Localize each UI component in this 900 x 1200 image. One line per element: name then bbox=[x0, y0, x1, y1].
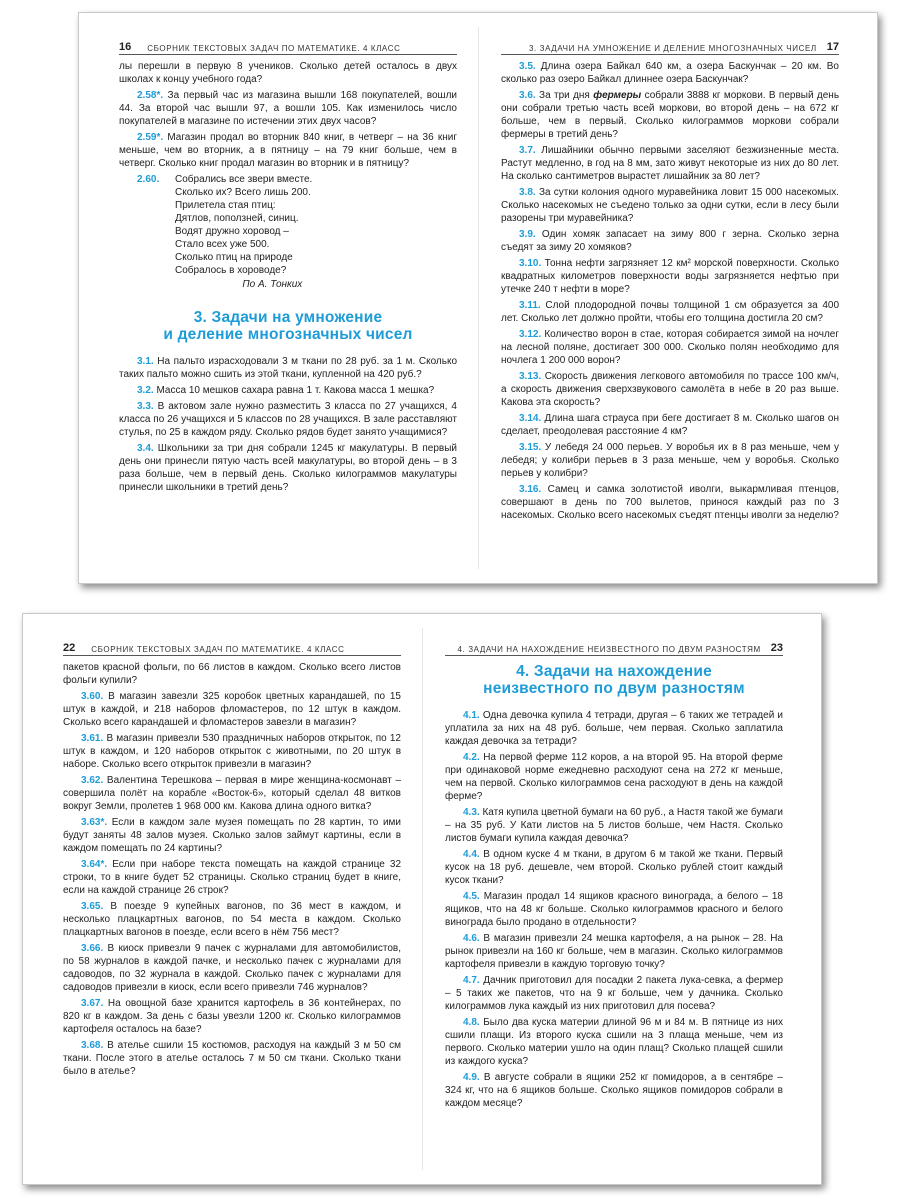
problem bbox=[501, 228, 839, 254]
problem-number: 3.12. bbox=[519, 329, 542, 340]
page-content bbox=[63, 661, 401, 1078]
problem bbox=[119, 131, 457, 170]
poem-lines bbox=[175, 173, 312, 291]
continued-text: лы перешли в первую 8 учеников. Сколько детей осталось в двух школах к концу учебного года? bbox=[119, 61, 457, 85]
problem-text: Тонна нефти загрязняет 12 км² морской поверхности. Сколько квадратных километров поверхности воды загрязняется нефтью при утечке 240 т нефти в море? bbox=[501, 258, 840, 295]
problem-number: 4.9. bbox=[463, 1072, 480, 1083]
problem bbox=[63, 774, 401, 813]
problem-text: Скорость движения легкового автомобиля по трассе 100 км/ч, а скорость движения сверхзвукового самолёта в небе в 20 раз выше. Какова эта скорость? bbox=[501, 371, 840, 408]
problem-text: Магазин продал 14 ящиков красного винограда, а белого – 18 ящиков, что на 48 кг больше. Сколько килограммов красного и белого винограда было продано в отдельности? bbox=[445, 891, 783, 928]
problem-text: Если в каждом зале музея помещать по 28 картин, то ими будут заняты 48 залов музея. Сколько залов займут картины, если в каждом помещать по 24 картины? bbox=[63, 817, 402, 854]
problem-number: 3.66. bbox=[81, 943, 104, 954]
problem bbox=[119, 384, 457, 397]
problem bbox=[63, 1039, 401, 1078]
problem-text: Магазин продал во вторник 840 книг, в четверг – на 36 книг меньше, чем во вторник, а в пятницу – на 79 книг больше, чем в четверг. Сколько книг продал магазин во вторник и в пятницу? bbox=[119, 132, 457, 169]
problem bbox=[501, 89, 839, 141]
problem bbox=[119, 400, 457, 439]
chapter-heading-line: и деление многозначных чисел bbox=[163, 326, 413, 343]
problem-text: Катя купила цветной бумаги на 60 руб., а Настя такой же бумаги – на 35 руб. У Кати листов на 5 листов больше, чем Настя. Сколько листов бумаги купила каждая девочка? bbox=[445, 807, 783, 844]
problem-number: 3.5. bbox=[519, 61, 536, 72]
problem bbox=[63, 732, 401, 771]
poem-line: Собралось в хороводе? bbox=[175, 265, 287, 276]
problem-text: Один хомяк запасает на зиму 800 г зерна. Сколько зерна съедят за зиму 20 хомяков? bbox=[501, 229, 839, 253]
problem bbox=[445, 751, 783, 803]
chapter-heading-line: 3. Задачи на умножение bbox=[193, 309, 383, 326]
problem-number: 4.1. bbox=[463, 710, 480, 721]
problem-number: 3.1. bbox=[137, 356, 154, 367]
problem bbox=[119, 355, 457, 381]
problem bbox=[445, 890, 783, 929]
page-number: 22 bbox=[63, 642, 76, 654]
problem-text: За сутки колония одного муравейника ловит 15 000 насекомых. Сколько насекомых не съедено только за одни сутки, если в лесу были разорены три муравейника? bbox=[501, 187, 840, 224]
poem-line: Дятлов, поползней, синиц. bbox=[175, 213, 299, 224]
problem-text: собрали 3888 кг моркови. В первый день они собрали третью часть всей моркови, во второй день – на 672 кг больше, чем в первый. Сколько килограммов моркови собрали фермеры в третий день? bbox=[501, 90, 840, 140]
problem bbox=[501, 186, 839, 225]
page-header bbox=[63, 640, 401, 656]
problem bbox=[501, 257, 839, 296]
page-number: 23 bbox=[770, 642, 783, 654]
running-title: СБОРНИК ТЕКСТОВЫХ ЗАДАЧ ПО МАТЕМАТИКЕ. 4 КЛАСС bbox=[91, 645, 345, 654]
problem-text: В ателье сшили 15 костюмов, расходуя на каждый 3 м 50 см ткани. После этого в ателье осталось 7 м 50 см ткани. Сколько ткани было в ателье? bbox=[63, 1040, 401, 1077]
poem-problem bbox=[119, 173, 457, 291]
problem bbox=[445, 848, 783, 887]
problem-text: Длина шага страуса при беге достигает 8 м. Сколько шагов он сделает, преодолевая расстояние 4 км? bbox=[501, 413, 840, 437]
page-header bbox=[501, 39, 839, 55]
problem bbox=[63, 690, 401, 729]
page-content bbox=[445, 663, 783, 1110]
problem bbox=[63, 900, 401, 939]
problem bbox=[63, 816, 401, 855]
problem-number: 3.15. bbox=[519, 442, 542, 453]
problem-number: 3.8. bbox=[519, 187, 536, 198]
problem bbox=[501, 144, 839, 183]
page-23 bbox=[423, 614, 823, 1184]
problem bbox=[119, 442, 457, 494]
poem-line: Собрались все звери вместе. bbox=[175, 174, 313, 185]
book-spread-pages-22-23 bbox=[22, 613, 822, 1185]
problem bbox=[119, 89, 457, 128]
problem-number: 3.60. bbox=[81, 691, 104, 702]
chapter-heading-line: неизвестного по двум разностям bbox=[483, 680, 745, 697]
problem-number: 3.65. bbox=[81, 901, 104, 912]
problem bbox=[501, 483, 839, 522]
problem-text: Валентина Терешкова – первая в мире женщина-космонавт – совершила полёт на корабле «Восток-6», который сделал 48 витков вокруг Земли, пролетев 1 968 000 км. Какова длина одного витка? bbox=[63, 775, 402, 812]
problem-number: 3.11. bbox=[519, 300, 541, 311]
problem bbox=[501, 328, 839, 367]
page-number: 17 bbox=[826, 41, 839, 53]
problem-text: Слой плодородной почвы толщиной 1 см образуется за 400 лет. Сколько лет должно пройти, чтобы его толщина достигла 20 см? bbox=[501, 300, 840, 324]
problem bbox=[445, 806, 783, 845]
problem-text: Школьники за три дня собрали 1245 кг макулатуры. В первый день они принесли пятую часть всей макулатуры, во второй день – в 3 раза больше, чем в первый день. Сколько килограммов макулатуры принесли школьники в третий день? bbox=[119, 443, 457, 493]
problem-number: 3.63*. bbox=[81, 817, 108, 828]
problem-text: На пальто израсходовали 3 м ткани по 28 руб. за 1 м. Сколько таких пальто можно сшить из этой ткани, купленной на 420 руб.? bbox=[119, 356, 458, 380]
problem-text: Лишайники обычно первыми заселяют безжизненные места. Растут медленно, в год на 8 мм, зато живут некоторые из них до 80 лет. На сколько сантиметров вырастет лишайник за 80 лет? bbox=[501, 145, 839, 182]
problem-number: 3.4. bbox=[137, 443, 154, 454]
poem-line: Прилетела стая птиц: bbox=[175, 200, 276, 211]
problem-text-start: За три дня bbox=[539, 90, 590, 101]
problem bbox=[445, 1016, 783, 1068]
problem-text: Самец и самка золотистой иволги, выкармливая птенцов, совершают в день по 700 вылетов, принося каждый раз по 3 насекомых. Сколько всего насекомых съедят птенцы иволги за неделю? bbox=[501, 484, 839, 521]
problem-text: В магазин завезли 325 коробок цветных карандашей, по 15 штук в каждой, и 218 наборов фломастеров, по 12 штук в каждом. Сколько всего карандашей и фломастеров завезли в магазин? bbox=[63, 691, 401, 728]
problem-number: 3.2. bbox=[137, 385, 154, 396]
problem-number: 3.67. bbox=[81, 998, 104, 1009]
problem-number: 4.4. bbox=[463, 849, 480, 860]
page-header bbox=[445, 640, 783, 656]
problem-number: 4.8. bbox=[463, 1017, 480, 1028]
problem bbox=[501, 60, 839, 86]
problem-number: 3.16. bbox=[519, 484, 542, 495]
problem bbox=[445, 974, 783, 1013]
page-content bbox=[501, 60, 839, 522]
problem-text: В магазин привезли 24 мешка картофеля, а на рынок – 28. На рынок привезли на 160 кг больше, чем в магазин. Сколько килограммов картофеля привезли в каждую торговую точку? bbox=[445, 933, 783, 970]
poem-line: Водят дружно хоровод – bbox=[175, 226, 289, 237]
problem bbox=[63, 942, 401, 994]
problem bbox=[501, 412, 839, 438]
page-header bbox=[119, 39, 457, 55]
problem-number: 2.60. bbox=[137, 174, 160, 185]
page-16 bbox=[79, 13, 479, 583]
chapter-heading-line: 4. Задачи на нахождение bbox=[516, 663, 712, 680]
problem-text: В магазин привезли 530 праздничных наборов открыток, по 12 штук в каждом, и 120 наборов открыток с животными, по 20 штук в наборе. Сколько всего открыток привезли в магазин? bbox=[63, 733, 401, 770]
problem-text: Было два куска материи длиной 96 м и 84 м. В пятнице из них сшили плащи. Из второго куска сшили на 3 плаща меньше, чем из первого. Сколько материи ушло на один плащ? Сколько плащей сшили из каждого куска? bbox=[445, 1017, 784, 1067]
problem-text: В актовом зале нужно разместить 3 класса по 27 учащихся, 4 класса по 26 учащихся и 5 классов по 28 учащихся. В зале расставляют стулья, по 25 в каждом ряду. Сколько рядов будет занято учащимися? bbox=[119, 401, 457, 438]
problem-number: 3.10. bbox=[519, 258, 542, 269]
problem bbox=[501, 370, 839, 409]
poem-line: Сколько их? Всего лишь 200. bbox=[175, 187, 311, 198]
problem-text: В августе собрали в ящики 252 кг помидоров, а в сентябре – 324 кг, что на 6 ящиков больше. Сколько ящиков помидоров собрали в каждом месяце? bbox=[445, 1072, 783, 1109]
problem-number: 3.9. bbox=[519, 229, 536, 240]
book-spread-pages-16-17 bbox=[78, 12, 878, 584]
problem-number: 3.14. bbox=[519, 413, 542, 424]
problem-text: В поезде 9 купейных вагонов, по 36 мест в каждом, и несколько плацкартных вагонов, по 54 места в каждом. Сколько плацкартных вагонов в поезде, если всего в нём 756 мест? bbox=[63, 901, 401, 938]
problem bbox=[501, 299, 839, 325]
problem-text: Длина озера Байкал 640 км, а озера Баскунчак – 20 км. Во сколько раз озеро Байкал длиннее озера Баскунчак? bbox=[501, 61, 839, 85]
chapter-heading bbox=[119, 309, 457, 343]
problem-text: Дачник приготовил для посадки 2 пакета лука-севка, а фермер – 5 таких же пакетов, что на 9 кг больше, чем у дачника. Сколько килограммов лука каждый из них приготовил для посева? bbox=[445, 975, 784, 1012]
poem-line: Стало всех уже 500. bbox=[175, 239, 270, 250]
problem-text: В киоск привезли 9 пачек с журналами для автомобилистов, по 58 журналов в каждой пачке, и несколько пачек с журналами для садоводов, по 32 журнала в каждой. Сколько пачек с журналами для садоводов привезли в киоск, если всего привезли 746 журналов? bbox=[63, 943, 401, 993]
page-22 bbox=[23, 614, 423, 1184]
problem-number: 4.7. bbox=[463, 975, 480, 986]
running-title: 3. ЗАДАЧИ НА УМНОЖЕНИЕ И ДЕЛЕНИЕ МНОГОЗНАЧНЫХ ЧИСЕЛ bbox=[528, 44, 817, 53]
problem bbox=[501, 441, 839, 480]
problem-number: 3.61. bbox=[81, 733, 104, 744]
problem-number: 3.64*. bbox=[81, 859, 108, 870]
page-number: 16 bbox=[119, 41, 132, 53]
running-title: 4. ЗАДАЧИ НА НАХОЖДЕНИЕ НЕИЗВЕСТНОГО ПО ДВУМ РАЗНОСТЯМ bbox=[457, 645, 761, 654]
problem-number: 4.6. bbox=[463, 933, 480, 944]
problem-number: 3.62. bbox=[81, 775, 104, 786]
problem-number: 4.5. bbox=[463, 891, 480, 902]
poem-line: Сколько птиц на природе bbox=[175, 252, 293, 263]
continued-text: пакетов красной фольги, по 66 листов в каждом. Сколько всего листов фольги купили? bbox=[63, 662, 401, 686]
emphasized-word: фермеры bbox=[593, 90, 642, 101]
page-17 bbox=[479, 13, 879, 583]
problem-number: 3.3. bbox=[137, 401, 154, 412]
problem bbox=[445, 1071, 783, 1110]
problem-number: 3.6. bbox=[519, 90, 536, 101]
problem-text: Масса 10 мешков сахара равна 1 т. Какова масса 1 мешка? bbox=[156, 385, 435, 396]
running-title: СБОРНИК ТЕКСТОВЫХ ЗАДАЧ ПО МАТЕМАТИКЕ. 4 КЛАСС bbox=[147, 44, 401, 53]
problem-number: 2.58*. bbox=[137, 90, 164, 101]
chapter-heading bbox=[445, 663, 783, 697]
problem-number: 2.59*. bbox=[137, 132, 164, 143]
problem-text: За первый час из магазина вышли 168 покупателей, вошли 44. За второй час вышли 97, а вошли 105. Как изменилось число покупателей в магазине по истечении этих двух часов? bbox=[119, 90, 457, 127]
problem-number: 3.7. bbox=[519, 145, 536, 156]
problem-text: Одна девочка купила 4 тетради, другая – 6 таких же тетрадей и уплатила за них на 48 руб. больше, чем первая. Сколько заплатила каждая девочка за тетради? bbox=[445, 710, 783, 747]
page-content bbox=[119, 60, 457, 494]
problem-text: Если при наборе текста помещать на каждой странице 32 строки, то в книге будет 52 страницы. Сколько страниц будет в книге, если на каждой странице 26 строк? bbox=[63, 859, 402, 896]
problem-text: У лебедя 24 000 перьев. У воробья их в 8 раз меньше, чем у лебедя; у колибри перьев в 3 раза меньше, чем у воробья. Сколько перьев у колибри? bbox=[501, 442, 839, 479]
problem-number: 3.13. bbox=[519, 371, 542, 382]
problem-text: Количество ворон в стае, которая собирается зимой на ночлег на лесной поляне, достигает 300 000. Сколько полян необходимо для ночлега 1 200 000 ворон? bbox=[501, 329, 840, 366]
problem-text: В одном куске 4 м ткани, в другом 6 м такой же ткани. Первый кусок на 18 руб. дешевле, чем второй. Сколько рублей стоит каждый кусок ткани? bbox=[445, 849, 783, 886]
poem-author: По А. Тонких bbox=[242, 279, 303, 290]
problem-number: 3.68. bbox=[81, 1040, 104, 1051]
problem bbox=[63, 997, 401, 1036]
problem-text: На овощной базе хранится картофель в 36 контейнерах, по 820 кг в каждом. За день с базы увезли 1200 кг. Сколько килограммов картофеля осталось на базе? bbox=[63, 998, 401, 1035]
problem bbox=[445, 709, 783, 748]
problem-number: 4.2. bbox=[463, 752, 480, 763]
problem bbox=[63, 858, 401, 897]
problem bbox=[445, 932, 783, 971]
problem-text: На первой ферме 112 коров, а на второй 95. На второй ферме при одинаковой норме ежедневно расходуют сена на 272 кг меньше, чем на первой. Сколько килограммов сена расходуют в день на каждой ферме? bbox=[445, 752, 783, 802]
problem-number: 4.3. bbox=[463, 807, 480, 818]
